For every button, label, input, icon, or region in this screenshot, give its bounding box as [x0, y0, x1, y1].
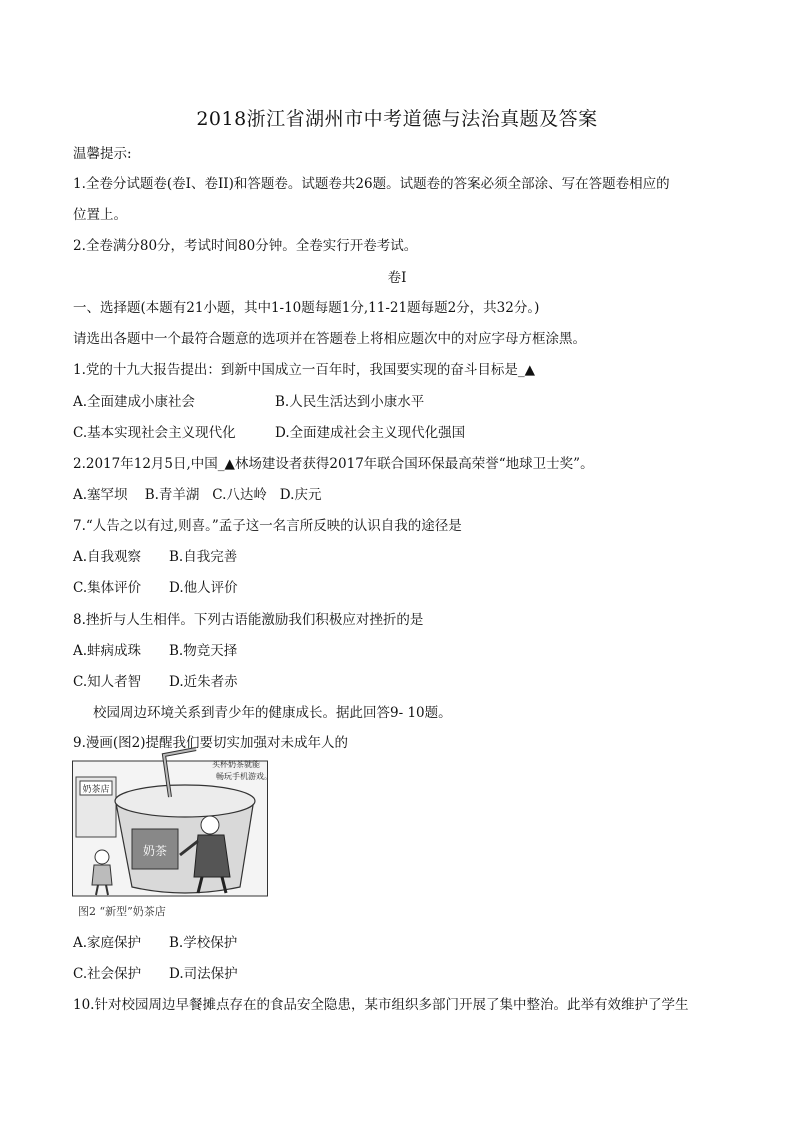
- q7-option-a: A.自我观察: [73, 549, 142, 565]
- figure-caption: 图2 “新型”奶茶店: [78, 905, 166, 918]
- speech-line-2: 畅玩手机游戏。: [216, 772, 268, 781]
- question-8-options-row-2: [73, 672, 238, 692]
- question-2-options: A.塞罕坝 B.青羊湖 C.八达岭 D.庆元: [73, 487, 322, 503]
- section-label: 卷I: [387, 270, 407, 286]
- cartoon-figure: [72, 737, 268, 922]
- q1-option-b: B.人民生活达到小康水平: [275, 394, 425, 410]
- question-9-options-row-2: [73, 964, 238, 984]
- q1-option-d: D.全面建成社会主义现代化强国: [275, 425, 466, 441]
- speech-line-1: 买杯奶茶就能: [212, 760, 260, 769]
- tip-line-2: 位置上。: [73, 207, 127, 223]
- question-9-options-row-1: [73, 933, 237, 953]
- part-heading: 一、选择题(本题有21小题，其中1-10题每题1分,11-21题每题2分，共32分。): [73, 300, 540, 316]
- question-2-stem: 2.2017年12月5日,中国_▲林场建设者获得2017年联合国环保最高荣誉“地球卫士奖”。: [73, 456, 594, 472]
- tip-line-3: 2.全卷满分80分，考试时间80分钟。全卷实行开卷考试。: [73, 238, 418, 254]
- q7-option-c: C.集体评价: [73, 580, 142, 596]
- question-10-stem: 10.针对校园周边早餐摊点存在的食品安全隐患，某市组织多部门开展了集中整治。此举有效维护了学生: [73, 997, 689, 1013]
- question-7-options-row-2: [73, 578, 238, 598]
- cartoon-illustration: [72, 737, 268, 922]
- instruction: 请选出各题中一个最符合题意的选项并在答题卷上将相应题次中的对应字母方框涂黑。: [73, 331, 586, 347]
- q9-option-b: B.学校保护: [169, 935, 238, 951]
- q8-option-c: C.知人者智: [73, 674, 142, 690]
- question-1-stem: 1.党的十九大报告提出：到新中国成立一百年时，我国要实现的奋斗目标是_▲: [73, 362, 536, 378]
- question-8-options-row-1: [73, 641, 237, 661]
- tip-line-1: 1.全卷分试题卷(卷I、卷II)和答题卷。试题卷共26题。试题卷的答案必须全部涂、写在答题卷相应的: [73, 176, 670, 192]
- question-7-options-row-1: [73, 547, 237, 567]
- question-7-stem: 7.“人告之以有过,则喜。”孟子这一名言所反映的认识自我的途径是: [73, 518, 462, 534]
- question-9-stem: 9.漫画(图2)提醒我们要切实加强对未成年人的: [73, 735, 349, 751]
- cup-label-text: 奶茶: [142, 844, 168, 858]
- q9-option-c: C.社会保护: [73, 966, 142, 982]
- question-8-stem: 8.挫折与人生相伴。下列古语能激励我们积极应对挫折的是: [73, 612, 424, 628]
- question-1-options-row-1: [73, 392, 424, 412]
- q7-option-b: B.自我完善: [169, 549, 238, 565]
- q8-option-d: D.近朱者赤: [169, 674, 238, 690]
- q8-option-a: A.蚌病成珠: [73, 643, 142, 659]
- passage-intro: 校园周边环境关系到青少年的健康成长。据此回答9- 10题。: [93, 705, 452, 721]
- q9-option-a: A.家庭保护: [73, 935, 142, 951]
- tip-heading: 温馨提示:: [73, 146, 132, 162]
- q1-option-a: A.全面建成小康社会: [73, 394, 196, 410]
- q9-option-d: D.司法保护: [169, 966, 238, 982]
- question-1-options-row-2: [73, 423, 465, 443]
- q8-option-b: B.物竞天择: [169, 643, 238, 659]
- q7-option-d: D.他人评价: [169, 580, 238, 596]
- shop-sign-text: 奶茶店: [82, 785, 110, 795]
- document-title: 2018浙江省湖州市中考道德与法治真题及答案: [196, 108, 598, 130]
- q1-option-c: C.基本实现社会主义现代化: [73, 425, 236, 441]
